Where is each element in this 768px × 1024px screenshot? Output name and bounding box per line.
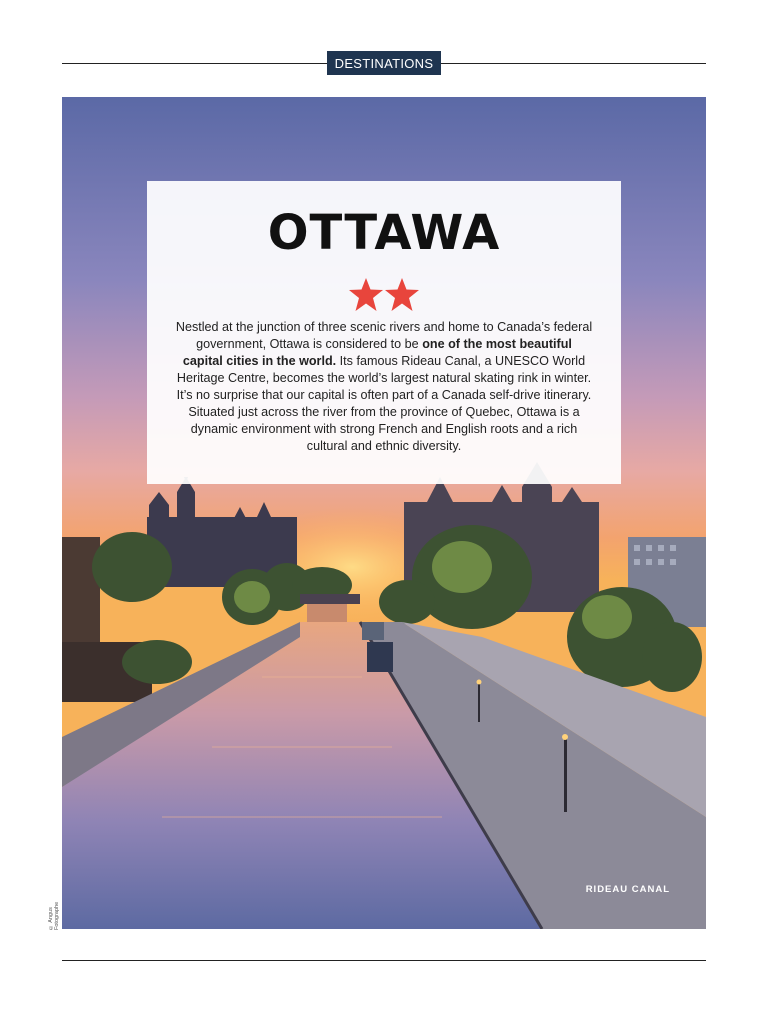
star-rating [348,277,420,313]
section-tag: DESTINATIONS [327,51,441,75]
boat [362,622,384,640]
photo-credit: © Angus Fotographe [48,901,60,930]
star-icon [349,278,383,311]
boat [367,642,393,672]
intro-paragraph: Nestled at the junction of three scenic rivers and home to Canada’s federal government, Ottawa is considered to be one of the most beautiful capital cities in the world. Its famous Rideau Canal, a UNESCO World Heritage Centre, becomes the world’s largest natural skating rink in winter. It’s no surprise that our capital is often part of a Canada self-drive itinerary. Situated just across the river from the province of Quebec, Ottawa is a dynamic environment with strong French and English roots and a rich cultural and ethnic diversity. [175,320,593,453]
bridge [300,594,360,604]
bottom-rule [62,960,706,961]
top-rule-right [441,63,706,64]
photo-caption: RIDEAU CANAL [585,884,670,895]
highlight-text: one of the most beautiful capital cities in the world. [182,337,572,368]
title-card [147,181,621,484]
star-icon [385,278,419,311]
top-rule-left [62,63,327,64]
destination-title: OTTAWA [267,205,501,261]
